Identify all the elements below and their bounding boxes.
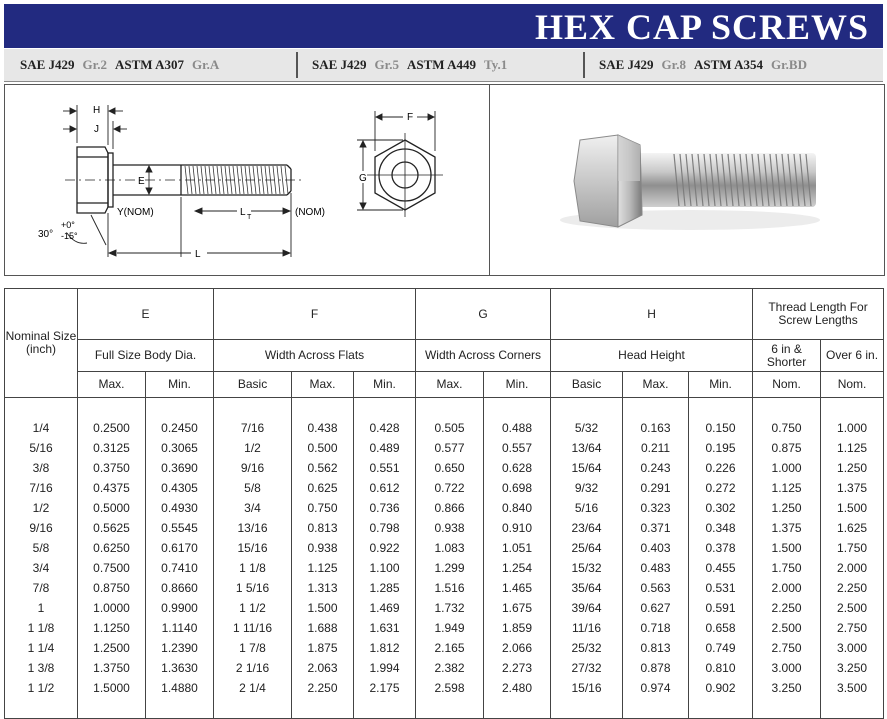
table-cell: 2 1/16	[214, 658, 292, 678]
table-cell: 0.4375	[78, 478, 146, 498]
table-body	[5, 398, 884, 719]
table-cell: 1.516	[416, 578, 484, 598]
table-cell: 0.211	[623, 438, 689, 458]
table-cell: 1.500	[753, 538, 821, 558]
table-cell: 2.480	[484, 678, 551, 698]
header-6in-shorter: 6 in & Shorter	[753, 340, 821, 372]
table-cell: 15/64	[551, 458, 623, 478]
table-cell: 15/16	[551, 678, 623, 698]
table-cell: 1.675	[484, 598, 551, 618]
table-cell: 0.438	[292, 418, 354, 438]
table-cell: 0.323	[623, 498, 689, 518]
table-cell: 1.1140	[146, 618, 214, 638]
table-spacer-cell	[146, 698, 214, 719]
column-subheader: Max.	[416, 372, 484, 398]
dimensions-table	[4, 288, 884, 719]
column-subheader: Max.	[78, 372, 146, 398]
table-spacer-cell	[354, 398, 416, 419]
table-cell: 0.798	[354, 518, 416, 538]
table-cell: 0.698	[484, 478, 551, 498]
table-cell: 0.563	[623, 578, 689, 598]
table-cell: 0.750	[753, 418, 821, 438]
table-cell: 1 5/16	[214, 578, 292, 598]
table-cell: 3.000	[753, 658, 821, 678]
dimension-drawing	[4, 84, 490, 276]
table-cell: 0.910	[484, 518, 551, 538]
dim-label-j: J	[94, 124, 99, 135]
spec-group-grade2	[20, 49, 227, 81]
table-cell: 1.1250	[78, 618, 146, 638]
column-subheader: Basic	[214, 372, 292, 398]
table-cell: 0.551	[354, 458, 416, 478]
table-cell: 2.382	[416, 658, 484, 678]
table-cell: 0.813	[623, 638, 689, 658]
table-cell: 0.403	[623, 538, 689, 558]
table-cell: 2 1/4	[214, 678, 292, 698]
table-cell: 5/8	[214, 478, 292, 498]
nominal-size-cell: 1	[5, 598, 78, 618]
table-cell: 0.8660	[146, 578, 214, 598]
table-cell: 5/16	[551, 498, 623, 518]
table-cell: 1.100	[354, 558, 416, 578]
table-cell: 0.810	[689, 658, 753, 678]
spec-standard: ASTM A354	[694, 57, 763, 72]
end-view-dimension-lines	[357, 111, 435, 210]
header-thread-length: Thread Length For Screw Lengths	[753, 289, 884, 340]
table-cell: 2.000	[753, 578, 821, 598]
table-cell: 0.483	[623, 558, 689, 578]
table-cell: 0.7500	[78, 558, 146, 578]
table-cell: 0.938	[292, 538, 354, 558]
screw-side-view	[65, 147, 301, 213]
table-spacer-cell	[292, 698, 354, 719]
screw-photo-panel	[489, 84, 885, 276]
thread-line	[201, 166, 204, 194]
table-cell: 1.469	[354, 598, 416, 618]
dim-label-g: G	[359, 173, 367, 184]
column-subheader: Min.	[354, 372, 416, 398]
table-cell: 0.591	[689, 598, 753, 618]
table-cell: 0.722	[416, 478, 484, 498]
table-row	[5, 518, 884, 538]
table-cell: 25/64	[551, 538, 623, 558]
table-cell: 2.598	[416, 678, 484, 698]
table-cell: 0.488	[484, 418, 551, 438]
table-row	[5, 678, 884, 698]
table-cell: 0.718	[623, 618, 689, 638]
header-g: G	[416, 289, 551, 340]
table-spacer-cell	[689, 398, 753, 419]
table-row	[5, 438, 884, 458]
table-spacer-cell	[78, 398, 146, 419]
table-cell: 1 7/8	[214, 638, 292, 658]
table-cell: 0.557	[484, 438, 551, 458]
table-spacer-cell	[821, 398, 884, 419]
table-cell: 1/2	[214, 438, 292, 458]
table-cell: 0.302	[689, 498, 753, 518]
table-cell: 0.3125	[78, 438, 146, 458]
table-cell: 0.500	[292, 438, 354, 458]
table-row	[5, 638, 884, 658]
dim-label-tolerance-minus: -15°	[61, 231, 78, 241]
table-cell: 0.650	[416, 458, 484, 478]
table-spacer-cell	[5, 698, 78, 719]
table-cell: 2.750	[753, 638, 821, 658]
header-over-6in: Over 6 in.	[821, 340, 884, 372]
table-cell: 0.658	[689, 618, 753, 638]
table-cell: 1.994	[354, 658, 416, 678]
table-cell: 0.5625	[78, 518, 146, 538]
header-full-size-body-dia: Full Size Body Dia.	[78, 340, 214, 372]
table-cell: 1.750	[821, 538, 884, 558]
table-spacer-cell	[354, 698, 416, 719]
table-cell: 1.125	[292, 558, 354, 578]
thread-line	[221, 166, 224, 194]
table-cell: 11/16	[551, 618, 623, 638]
table-cell: 1.688	[292, 618, 354, 638]
table-row	[5, 578, 884, 598]
table-cell: 0.226	[689, 458, 753, 478]
table-cell: 0.736	[354, 498, 416, 518]
table-spacer-cell	[821, 698, 884, 719]
table-cell: 1.500	[821, 498, 884, 518]
table-spacer-cell	[551, 698, 623, 719]
table-cell: 0.378	[689, 538, 753, 558]
table-cell: 2.273	[484, 658, 551, 678]
table-cell: 0.291	[623, 478, 689, 498]
table-cell: 15/16	[214, 538, 292, 558]
table-cell: 1.465	[484, 578, 551, 598]
table-spacer-cell	[214, 398, 292, 419]
table-cell: 1 11/16	[214, 618, 292, 638]
table-cell: 2.250	[292, 678, 354, 698]
dim-label-tolerance-plus: +0°	[61, 220, 75, 230]
table-row	[5, 418, 884, 438]
table-cell: 0.562	[292, 458, 354, 478]
table-cell: 0.813	[292, 518, 354, 538]
table-cell: 1 1/2	[214, 598, 292, 618]
table-cell: 0.5545	[146, 518, 214, 538]
spec-standard: SAE J429	[20, 57, 75, 72]
thread-line	[261, 166, 264, 194]
nominal-size-cell: 7/16	[5, 478, 78, 498]
table-cell: 27/32	[551, 658, 623, 678]
table-cell: 2.000	[821, 558, 884, 578]
spec-grade: Gr.BD	[770, 57, 807, 72]
table-cell: 1.000	[753, 458, 821, 478]
table-cell: 1.083	[416, 538, 484, 558]
dim-label-e: E	[138, 176, 145, 187]
table-cell: 0.9900	[146, 598, 214, 618]
header-head-height: Head Height	[551, 340, 753, 372]
table-cell: 2.165	[416, 638, 484, 658]
table-spacer-cell	[689, 698, 753, 719]
table-cell: 0.2500	[78, 418, 146, 438]
table-spacer-cell	[146, 398, 214, 419]
table-cell: 1.631	[354, 618, 416, 638]
table-cell: 3.250	[821, 658, 884, 678]
table-cell: 0.3690	[146, 458, 214, 478]
table-cell: 1.051	[484, 538, 551, 558]
header-width-across-corners: Width Across Corners	[416, 340, 551, 372]
table-cell: 1.250	[821, 458, 884, 478]
spec-divider	[296, 52, 298, 78]
table-cell: 1.812	[354, 638, 416, 658]
table-cell: 1.285	[354, 578, 416, 598]
table-cell: 1.949	[416, 618, 484, 638]
spec-group-grade5	[312, 49, 515, 81]
table-cell: 1.2390	[146, 638, 214, 658]
spec-standard: SAE J429	[599, 57, 654, 72]
table-cell: 0.902	[689, 678, 753, 698]
table-cell: 0.489	[354, 438, 416, 458]
table-cell: 0.163	[623, 418, 689, 438]
spec-divider	[583, 52, 585, 78]
table-cell: 0.5000	[78, 498, 146, 518]
table-spacer-cell	[623, 698, 689, 719]
nominal-size-cell: 1/2	[5, 498, 78, 518]
table-cell: 1.0000	[78, 598, 146, 618]
table-spacer-cell	[416, 398, 484, 419]
column-subheader: Nom.	[821, 372, 884, 398]
spec-standard: ASTM A449	[407, 57, 476, 72]
table-cell: 35/64	[551, 578, 623, 598]
table-row	[5, 458, 884, 478]
table-spacer-row	[5, 398, 884, 419]
column-subheader: Basic	[551, 372, 623, 398]
table-cell: 0.505	[416, 418, 484, 438]
table-cell: 3.000	[821, 638, 884, 658]
table-spacer-row	[5, 698, 884, 719]
table-spacer-cell	[5, 398, 78, 419]
title-banner	[4, 4, 883, 48]
table-spacer-cell	[623, 398, 689, 419]
nominal-size-cell: 3/4	[5, 558, 78, 578]
table-cell: 1.875	[292, 638, 354, 658]
table-cell: 1.250	[753, 498, 821, 518]
table-cell: 2.250	[821, 578, 884, 598]
table-cell: 1.299	[416, 558, 484, 578]
table-cell: 5/32	[551, 418, 623, 438]
spec-bar	[4, 49, 883, 82]
table-cell: 1.625	[821, 518, 884, 538]
table-row	[5, 558, 884, 578]
table-cell: 0.195	[689, 438, 753, 458]
header-f: F	[214, 289, 416, 340]
table-cell: 2.066	[484, 638, 551, 658]
dim-label-lt: L	[240, 207, 246, 218]
screw-end-view	[367, 133, 443, 217]
table-cell: 13/16	[214, 518, 292, 538]
dim-label-angle: 30°	[38, 229, 54, 240]
table-spacer-cell	[753, 398, 821, 419]
table-row	[5, 498, 884, 518]
dimensions-table-container	[4, 288, 883, 712]
table-spacer-cell	[416, 698, 484, 719]
dim-label-h: H	[93, 105, 101, 116]
table-cell: 0.455	[689, 558, 753, 578]
header-e: E	[78, 289, 214, 340]
table-row	[5, 538, 884, 558]
table-cell: 1.859	[484, 618, 551, 638]
table-cell: 0.6250	[78, 538, 146, 558]
table-cell: 0.4305	[146, 478, 214, 498]
nominal-size-cell: 5/8	[5, 538, 78, 558]
table-cell: 1.125	[821, 438, 884, 458]
nominal-size-cell: 5/16	[5, 438, 78, 458]
table-cell: 0.3065	[146, 438, 214, 458]
table-cell: 1.732	[416, 598, 484, 618]
table-cell: 0.625	[292, 478, 354, 498]
spec-standard: SAE J429	[312, 57, 367, 72]
table-cell: 0.150	[689, 418, 753, 438]
table-cell: 0.875	[753, 438, 821, 458]
dim-label-l: L	[195, 249, 201, 260]
table-cell: 9/32	[551, 478, 623, 498]
column-subheader: Min.	[484, 372, 551, 398]
table-cell: 2.175	[354, 678, 416, 698]
table-cell: 23/64	[551, 518, 623, 538]
table-row	[5, 598, 884, 618]
table-cell: 15/32	[551, 558, 623, 578]
table-cell: 1.4880	[146, 678, 214, 698]
column-subheader: Max.	[292, 372, 354, 398]
table-cell: 2.500	[821, 598, 884, 618]
table-cell: 3/4	[214, 498, 292, 518]
table-cell: 0.3750	[78, 458, 146, 478]
column-subheader-row	[5, 372, 884, 398]
dim-label-lt-subscript: T	[247, 214, 252, 221]
nominal-size-cell: 3/8	[5, 458, 78, 478]
table-cell: 0.628	[484, 458, 551, 478]
table-cell: 1.750	[753, 558, 821, 578]
table-cell: 0.938	[416, 518, 484, 538]
table-cell: 1.3630	[146, 658, 214, 678]
photo-head-facet	[618, 135, 640, 181]
nominal-size-cell: 1 1/4	[5, 638, 78, 658]
table-cell: 1.125	[753, 478, 821, 498]
table-spacer-cell	[292, 398, 354, 419]
table-spacer-cell	[484, 698, 551, 719]
spec-standard: ASTM A307	[115, 57, 184, 72]
table-cell: 1.2500	[78, 638, 146, 658]
table-cell: 0.8750	[78, 578, 146, 598]
nominal-size-cell: 1 1/8	[5, 618, 78, 638]
dim-label-nom: (NOM)	[295, 207, 325, 218]
header-h: H	[551, 289, 753, 340]
dim-label-y: Y(NOM)	[117, 207, 154, 218]
table-cell: 1.375	[753, 518, 821, 538]
table-spacer-cell	[753, 698, 821, 719]
dim-label-f: F	[407, 112, 414, 123]
table-spacer-cell	[484, 398, 551, 419]
table-cell: 0.7410	[146, 558, 214, 578]
table-cell: 0.612	[354, 478, 416, 498]
table-cell: 0.840	[484, 498, 551, 518]
thread-line	[281, 166, 284, 194]
table-cell: 3.250	[753, 678, 821, 698]
table-cell: 1.375	[821, 478, 884, 498]
table-cell: 0.6170	[146, 538, 214, 558]
table-cell: 0.272	[689, 478, 753, 498]
table-cell: 7/16	[214, 418, 292, 438]
thread-line	[241, 166, 244, 194]
table-cell: 1.313	[292, 578, 354, 598]
table-cell: 0.974	[623, 678, 689, 698]
table-cell: 1.3750	[78, 658, 146, 678]
table-cell: 1.000	[821, 418, 884, 438]
table-cell: 2.063	[292, 658, 354, 678]
table-cell: 13/64	[551, 438, 623, 458]
column-subheader: Min.	[146, 372, 214, 398]
table-cell: 0.348	[689, 518, 753, 538]
table-cell: 25/32	[551, 638, 623, 658]
table-cell: 0.922	[354, 538, 416, 558]
table-cell: 1 1/8	[214, 558, 292, 578]
spec-grade: Gr.A	[191, 57, 220, 72]
column-subheader: Max.	[623, 372, 689, 398]
spec-grade: Gr.5	[374, 57, 399, 72]
table-cell: 9/16	[214, 458, 292, 478]
table-cell: 1.5000	[78, 678, 146, 698]
table-spacer-cell	[551, 398, 623, 419]
table-cell: 0.750	[292, 498, 354, 518]
header-width-across-flats: Width Across Flats	[214, 340, 416, 372]
table-cell: 0.577	[416, 438, 484, 458]
table-cell: 0.371	[623, 518, 689, 538]
table-cell: 2.250	[753, 598, 821, 618]
header-nominal-size: Nominal Size (inch)	[5, 289, 78, 398]
table-cell: 0.878	[623, 658, 689, 678]
nominal-size-cell: 1/4	[5, 418, 78, 438]
spec-grade: Gr.2	[82, 57, 107, 72]
table-cell: 2.500	[753, 618, 821, 638]
table-spacer-cell	[78, 698, 146, 719]
table-cell: 0.749	[689, 638, 753, 658]
table-cell: 0.531	[689, 578, 753, 598]
nominal-size-cell: 9/16	[5, 518, 78, 538]
table-cell: 0.866	[416, 498, 484, 518]
nominal-size-cell: 7/8	[5, 578, 78, 598]
table-cell: 0.627	[623, 598, 689, 618]
table-cell: 39/64	[551, 598, 623, 618]
column-subheader: Nom.	[753, 372, 821, 398]
screw-drawing-svg	[5, 85, 489, 275]
column-subheader: Min.	[689, 372, 753, 398]
table-cell: 0.243	[623, 458, 689, 478]
table-cell: 0.428	[354, 418, 416, 438]
table-row	[5, 478, 884, 498]
spec-group-grade8	[599, 49, 815, 81]
table-cell: 0.4930	[146, 498, 214, 518]
nominal-size-cell: 1 1/2	[5, 678, 78, 698]
page-title: HEX CAP SCREWS	[534, 7, 869, 47]
table-cell: 2.750	[821, 618, 884, 638]
table-row	[5, 658, 884, 678]
table-cell: 0.2450	[146, 418, 214, 438]
spec-grade: Gr.8	[661, 57, 686, 72]
spec-grade: Ty.1	[483, 57, 508, 72]
table-cell: 1.500	[292, 598, 354, 618]
table-cell: 3.500	[821, 678, 884, 698]
table-cell: 1.254	[484, 558, 551, 578]
screw-photo-illustration	[490, 85, 884, 275]
table-spacer-cell	[214, 698, 292, 719]
table-row	[5, 618, 884, 638]
nominal-size-cell: 1 3/8	[5, 658, 78, 678]
